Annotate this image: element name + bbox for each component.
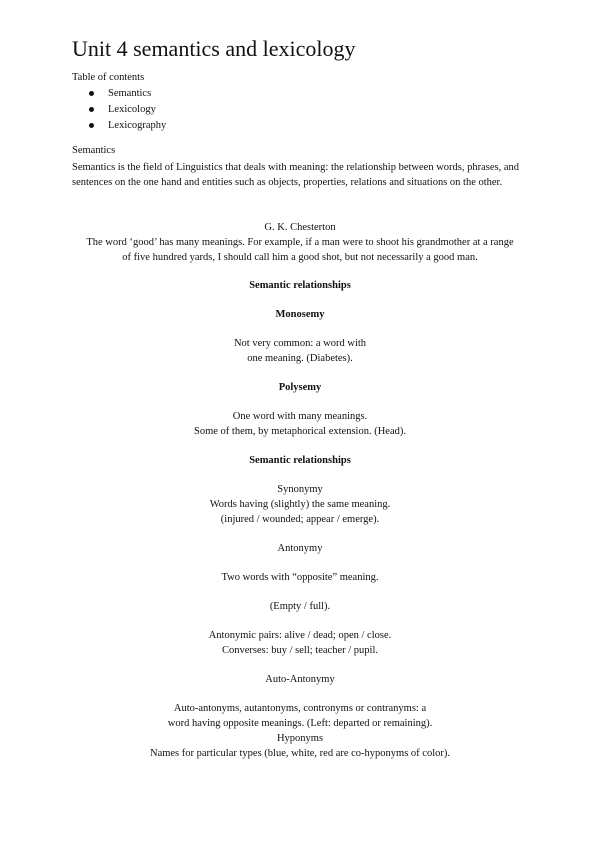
polysemy-text: Some of them, by metaphorical extension. (Head). [194,426,406,437]
antonymy-text: (Empty / full). [269,601,331,612]
document-title: Unit 4 semantics and lexicology [72,36,356,61]
bullet-icon [89,91,94,96]
monosemy-text: one meaning. (Diabetes). [247,353,353,364]
monosemy-heading: Monosemy [275,309,325,320]
semantics-definition: Semantics is the field of Linguistics that deals with meaning: the relationship between words, phrases, and sentences on the one hand and entities such as objects, properties, relations and situations on the other. [72,162,520,188]
polysemy-heading: Polysemy [278,382,322,393]
toc-item-label: Lexicography [108,120,167,131]
bullet-icon [89,107,94,112]
antonymy-text: Two words with “opposite” meaning. [221,572,379,583]
antonymy-text: Antonymic pairs: alive / dead; open / close. [208,630,392,641]
toc-item[interactable] [72,102,166,118]
hyponyms-heading: Hyponyms [276,733,324,744]
section-heading: Semantic relationships [249,280,351,291]
auto-antonymy-heading: Auto-Antonymy [265,674,335,685]
antonymy-heading: Antonymy [277,543,323,554]
section-heading: Semantic relationships [249,455,351,466]
hyponyms-text: Names for particular types (blue, white, red are co-hyponyms of color). [149,748,451,759]
monosemy-text: Not very common: a word with [233,338,367,349]
quote-line: The word ‘good’ has many meanings. For example, if a man were to shoot his grandmother at a range [86,237,514,248]
polysemy-text: One word with many meanings. [232,411,368,422]
quote-author: G. K. Chesterton [264,222,336,233]
toc-item-label: Lexicology [108,104,156,115]
bullet-icon [89,123,94,128]
quote-line: of five hundred yards, I should call him a good shot, but not necessarily a good man. [122,252,478,263]
toc-item-label: Semantics [108,88,152,99]
semantics-heading: Semantics [72,145,116,156]
toc-heading: Table of contents [72,72,145,83]
auto-antonymy-text: word having opposite meanings. (Left: departed or remaining). [167,718,433,729]
auto-antonymy-text: Auto-antonyms, autantonyms, contronyms or contranyms: a [173,703,427,714]
toc-item[interactable] [72,86,166,102]
synonymy-text: Words having (slightly) the same meaning. [209,499,391,510]
toc-item[interactable] [72,118,166,134]
synonymy-heading: Synonymy [277,484,323,495]
toc-list [72,86,166,134]
synonymy-text: (injured / wounded; appear / emerge). [220,514,380,525]
antonymy-text: Converses: buy / sell; teacher / pupil. [221,645,378,656]
